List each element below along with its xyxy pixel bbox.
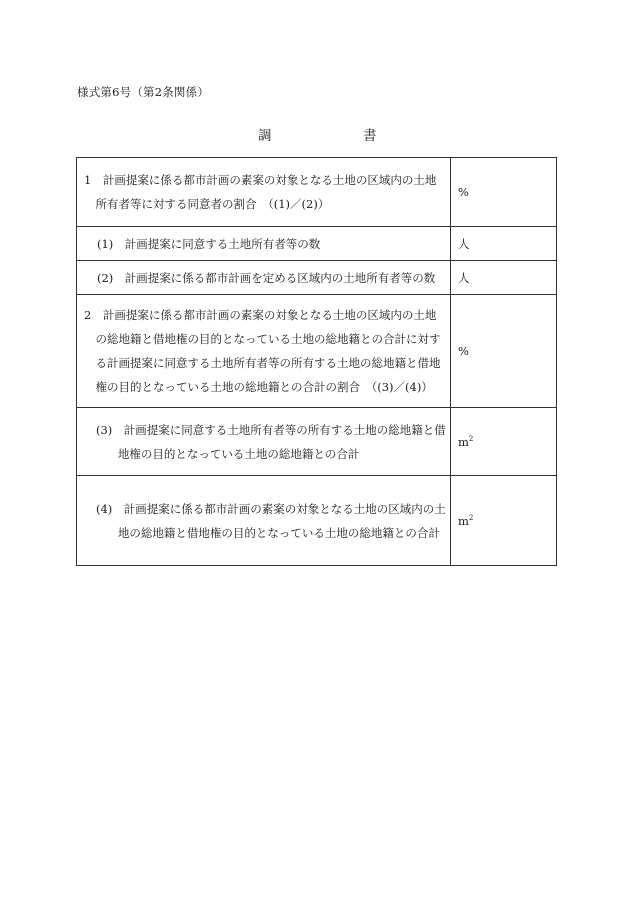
survey-table: [76, 157, 557, 566]
unit-label: 人: [458, 270, 470, 285]
row-label-cell: [77, 261, 451, 295]
table-row: [77, 476, 557, 566]
table-row: [77, 295, 557, 408]
table-row: [77, 261, 557, 295]
row-label: (2) 計画提案に係る都市計画を定める区域内の土地所有者等の数: [97, 270, 436, 285]
table-row: [77, 408, 557, 476]
row-label-cell: [77, 158, 451, 227]
unit-cell-persons: [451, 227, 557, 261]
row-label: (3) 計画提案に同意する土地所有者等の所有する土地の総地籍と借地権の目的となっている土地の総地籍との合計: [96, 422, 446, 461]
title-char-1: 調: [258, 128, 272, 144]
table-row: [77, 227, 557, 261]
row-label: (4) 計画提案に係る都市計画の素案の対象となる土地の区域内の土地の総地籍と借地権の目的となっている土地の総地籍との合計: [96, 501, 446, 540]
unit-label: $m^2$: [458, 434, 474, 449]
row-label-cell: [77, 408, 451, 476]
table-row: [77, 158, 557, 227]
unit-cell-percent: [451, 158, 557, 227]
row-label-cell: [77, 476, 451, 566]
row-label-cell: [77, 295, 451, 408]
unit-label: %: [458, 344, 469, 358]
unit-label: %: [458, 185, 469, 199]
unit-cell-area: [451, 476, 557, 566]
unit-cell-persons: [451, 261, 557, 295]
title-char-2: 書: [363, 128, 377, 144]
row-label: 1 計画提案に係る都市計画の素案の対象となる土地の区域内の土地所有者等に対する同意者の割合 （(1)／(2)）: [84, 173, 437, 211]
unit-cell-percent: [451, 295, 557, 408]
row-label-cell: [77, 227, 451, 261]
row-label: (1) 計画提案に同意する土地所有者等の数: [97, 236, 321, 251]
row-label: 2 計画提案に係る都市計画の素案の対象となる土地の区域内の土地の総地籍と借地権の目的となっている土地の総地籍との合計に対する計画提案に同意する土地所有者等の所有する土地の総地籍と借地権の目的となっている土地の総地籍との合計の割合 （(3)／(4)）: [84, 308, 441, 394]
unit-label: $m^2$: [458, 513, 474, 528]
form-number: 様式第6号（第2条関係）: [77, 85, 210, 99]
unit-label: 人: [458, 236, 470, 251]
unit-cell-area: [451, 408, 557, 476]
